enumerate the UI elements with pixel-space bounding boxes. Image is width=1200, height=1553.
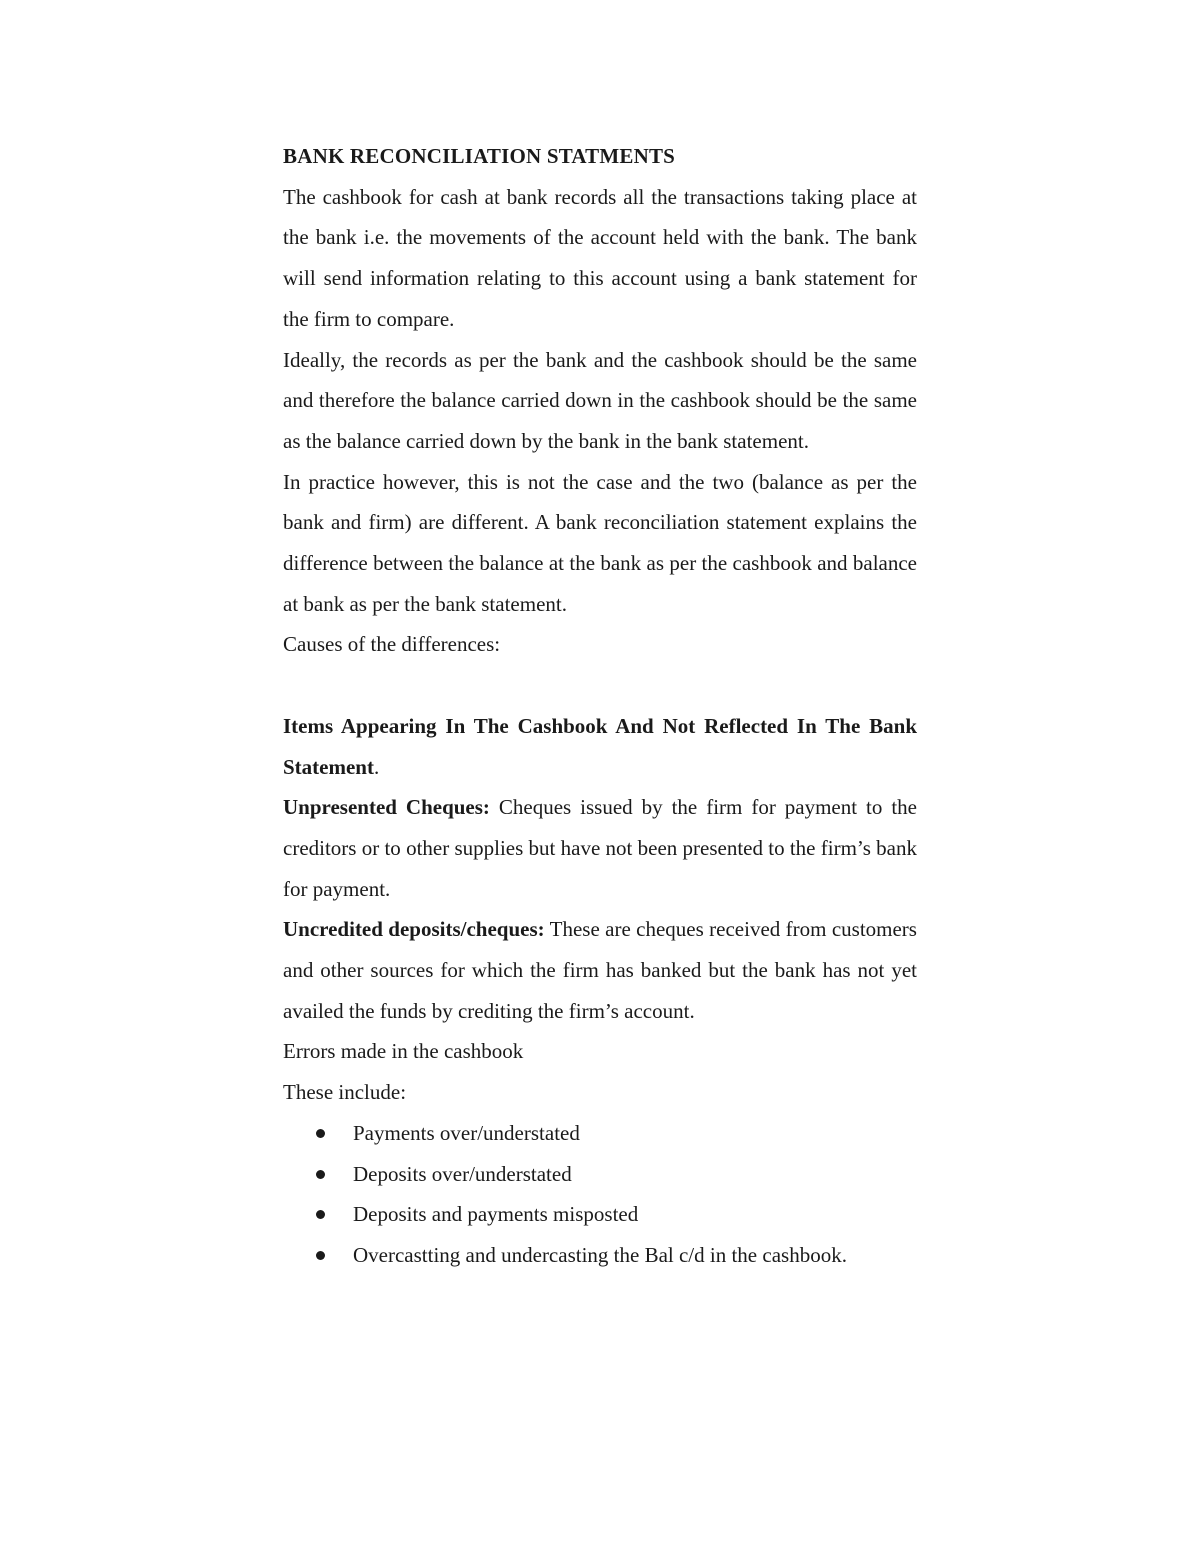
list-item — [283, 1113, 917, 1154]
errors-bullet-list — [283, 1113, 917, 1276]
ideal-paragraph: Ideally, the records as per the bank and the cashbook should be the same and therefore the balance carried down in the cashbook should be the same as the balance carried down by the bank in the bank statement. — [283, 347, 917, 453]
list-item-text: Payments over/understated — [353, 1120, 580, 1145]
practice-paragraph: In practice however, this is not the case and the two (balance as per the bank and firm) are different. A bank reconciliation statement explains the difference between the balance at the bank as per the cashbook and balance at bank as per the bank statement. — [283, 469, 917, 616]
uncredited-deposits-text: These are cheques received from customers and other sources for which the firm has banked but the bank has not yet availed the funds by crediting the firm’s account. — [283, 917, 917, 1023]
unpresented-cheques-term: Unpresented Cheques: — [283, 795, 490, 820]
uncredited-deposits-paragraph — [283, 909, 917, 1031]
list-item — [283, 1235, 917, 1276]
document-title: BANK RECONCILIATION STATMENTS — [283, 144, 676, 168]
list-item-text: Deposits over/understated — [353, 1161, 572, 1186]
include-line: These include: — [283, 1080, 407, 1105]
section-heading-text: Items Appearing In The Cashbook And Not Reflected In The Bank Statement — [283, 713, 917, 779]
errors-line: Errors made in the cashbook — [283, 1039, 524, 1064]
blank-line — [283, 665, 917, 706]
uncredited-deposits-term: Uncredited deposits/cheques: — [283, 917, 545, 942]
list-item-text: Overcastting and undercasting the Bal c/d in the cashbook. — [353, 1242, 847, 1267]
list-item-text: Deposits and payments misposted — [353, 1202, 639, 1227]
unpresented-cheques-paragraph — [283, 787, 917, 909]
bullet-icon — [316, 1210, 325, 1219]
list-item — [283, 1154, 917, 1195]
unpresented-cheques-text: Cheques issued by the firm for payment to the creditors or to other supplies but have not been presented to the firm’s bank for payment. — [283, 795, 918, 901]
list-item — [283, 1194, 917, 1235]
bullet-icon — [316, 1170, 325, 1179]
bullet-icon — [316, 1129, 325, 1138]
causes-line: Causes of the differences: — [283, 632, 501, 657]
section-heading-period: . — [373, 754, 380, 779]
section-heading — [283, 706, 917, 787]
intro-paragraph: The cashbook for cash at bank records all the transactions taking place at the bank i.e. the movements of the account held with the bank. The bank will send information relating to this account using a bank statement for the firm to compare. — [283, 184, 917, 331]
bullet-icon — [316, 1251, 325, 1260]
document-body — [283, 136, 917, 1276]
